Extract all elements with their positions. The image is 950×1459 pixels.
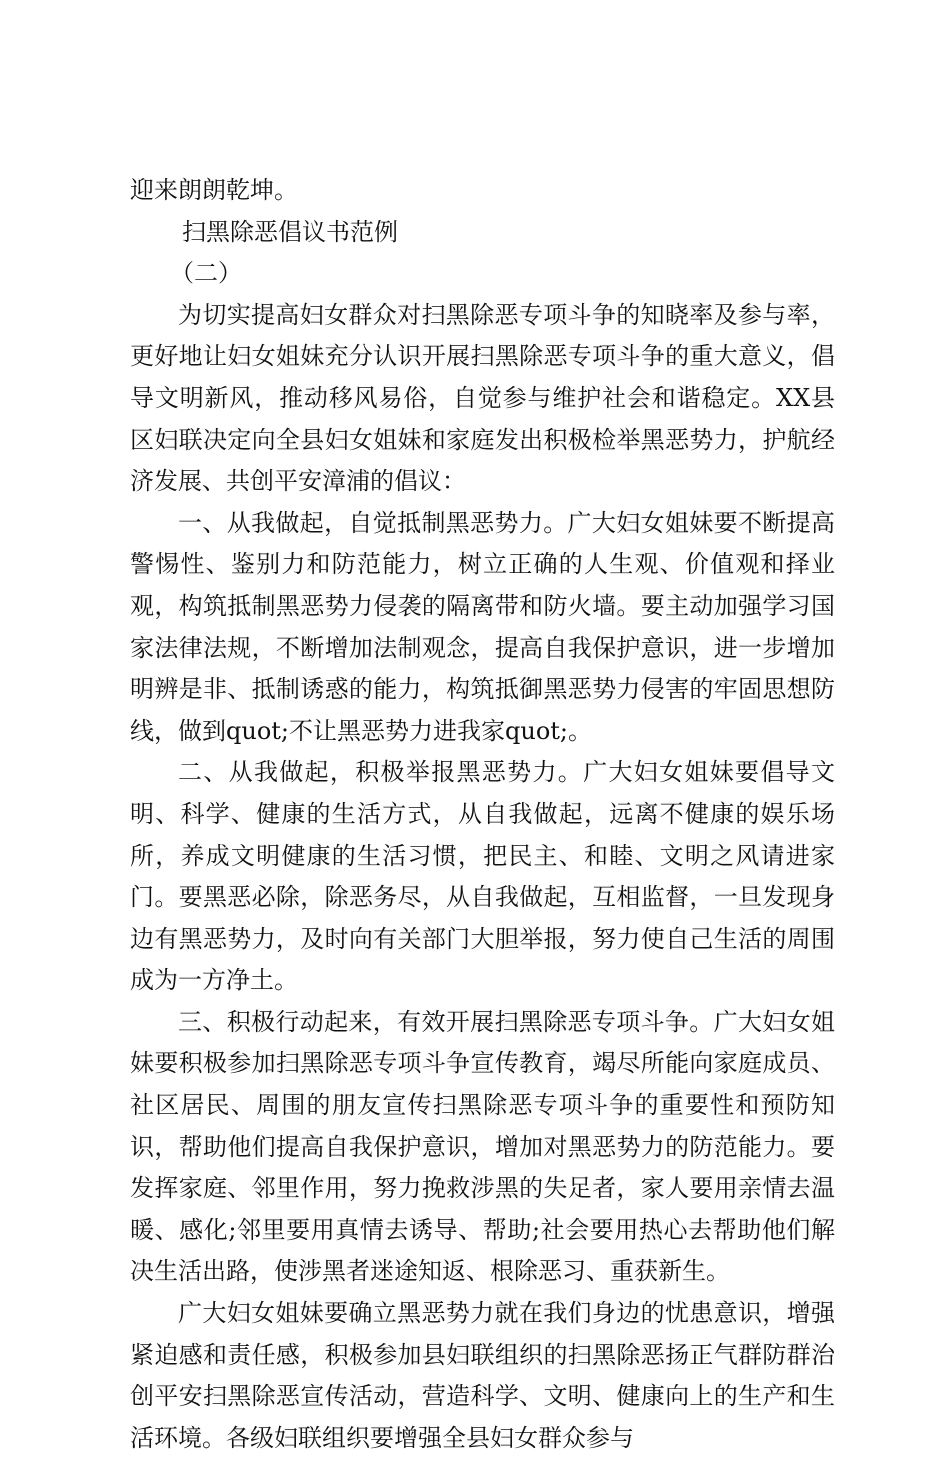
paragraph-point-three: 三、积极行动起来，有效开展扫黑除恶专项斗争。广大妇女姐妹要积极参加扫黑除恶专项斗争宣传教育，竭尽所能向家庭成员、社区居民、周围的朋友宣传扫黑除恶专项斗争的重要性和预防知识，帮助他们提高自我保护意识，增加对黑恶势力的防范能力。要发挥家庭、邻里作用，努力挽救涉黑的失足者，家人要用亲情去温暖、感化;邻里要用真情去诱导、帮助;社会要用热心去帮助他们解决生活出路，使涉黑者迷途知返、根除恶习、重获新生。 [130, 1007, 835, 1286]
document-subtitle: （二） [170, 259, 242, 288]
document-body [130, 170, 835, 1459]
paragraph-intro: 为切实提高妇女群众对扫黑除恶专项斗争的知晓率及参与率，更好地让妇女姐妹充分认识开展扫黑除恶专项斗争的重大意义，倡导文明新风，推动移风易俗，自觉参与维护社会和谐稳定。XX县区妇联决定向全县妇女姐妹和家庭发出积极检举黑恶势力，护航经济发展、共创平安漳浦的倡议： [130, 300, 835, 496]
continuation-line: 迎来朗朗乾坤。 [130, 176, 298, 204]
paragraph-point-two: 二、从我做起，积极举报黑恶势力。广大妇女姐妹要倡导文明、科学、健康的生活方式，从自我做起，远离不健康的娱乐场所，养成文明健康的生活习惯，把民主、和睦、文明之风请进家门。要黑恶必除，除恶务尽，从自我做起，互相监督，一旦发现身边有黑恶势力，及时向有关部门大胆举报，努力使自己生活的周围成为一方净土。 [130, 758, 835, 995]
paragraph-point-one: 一、从我做起，自觉抵制黑恶势力。广大妇女姐妹要不断提高警惕性、鉴别力和防范能力，树立正确的人生观、价值观和择业观，构筑抵制黑恶势力侵袭的隔离带和防火墙。要主动加强学习国家法律法规，不断增加法制观念，提高自我保护意识，进一步增加明辨是非、抵制诱惑的能力，构筑抵御黑恶势力侵害的牢固思想防线，做到quot;不让黑恶势力进我家quot;。 [130, 508, 835, 745]
document-title: 扫黑除恶倡议书范例 [182, 217, 398, 246]
paragraph-closing: 广大妇女姐妹要确立黑恶势力就在我们身边的忧患意识，增强紧迫感和责任感，积极参加县妇联组织的扫黑除恶扬正气群防群治创平安扫黑除恶宣传活动，营造科学、文明、健康向上的生产和生活环境。各级妇联组织要增强全县妇女群众参与 [130, 1299, 835, 1452]
